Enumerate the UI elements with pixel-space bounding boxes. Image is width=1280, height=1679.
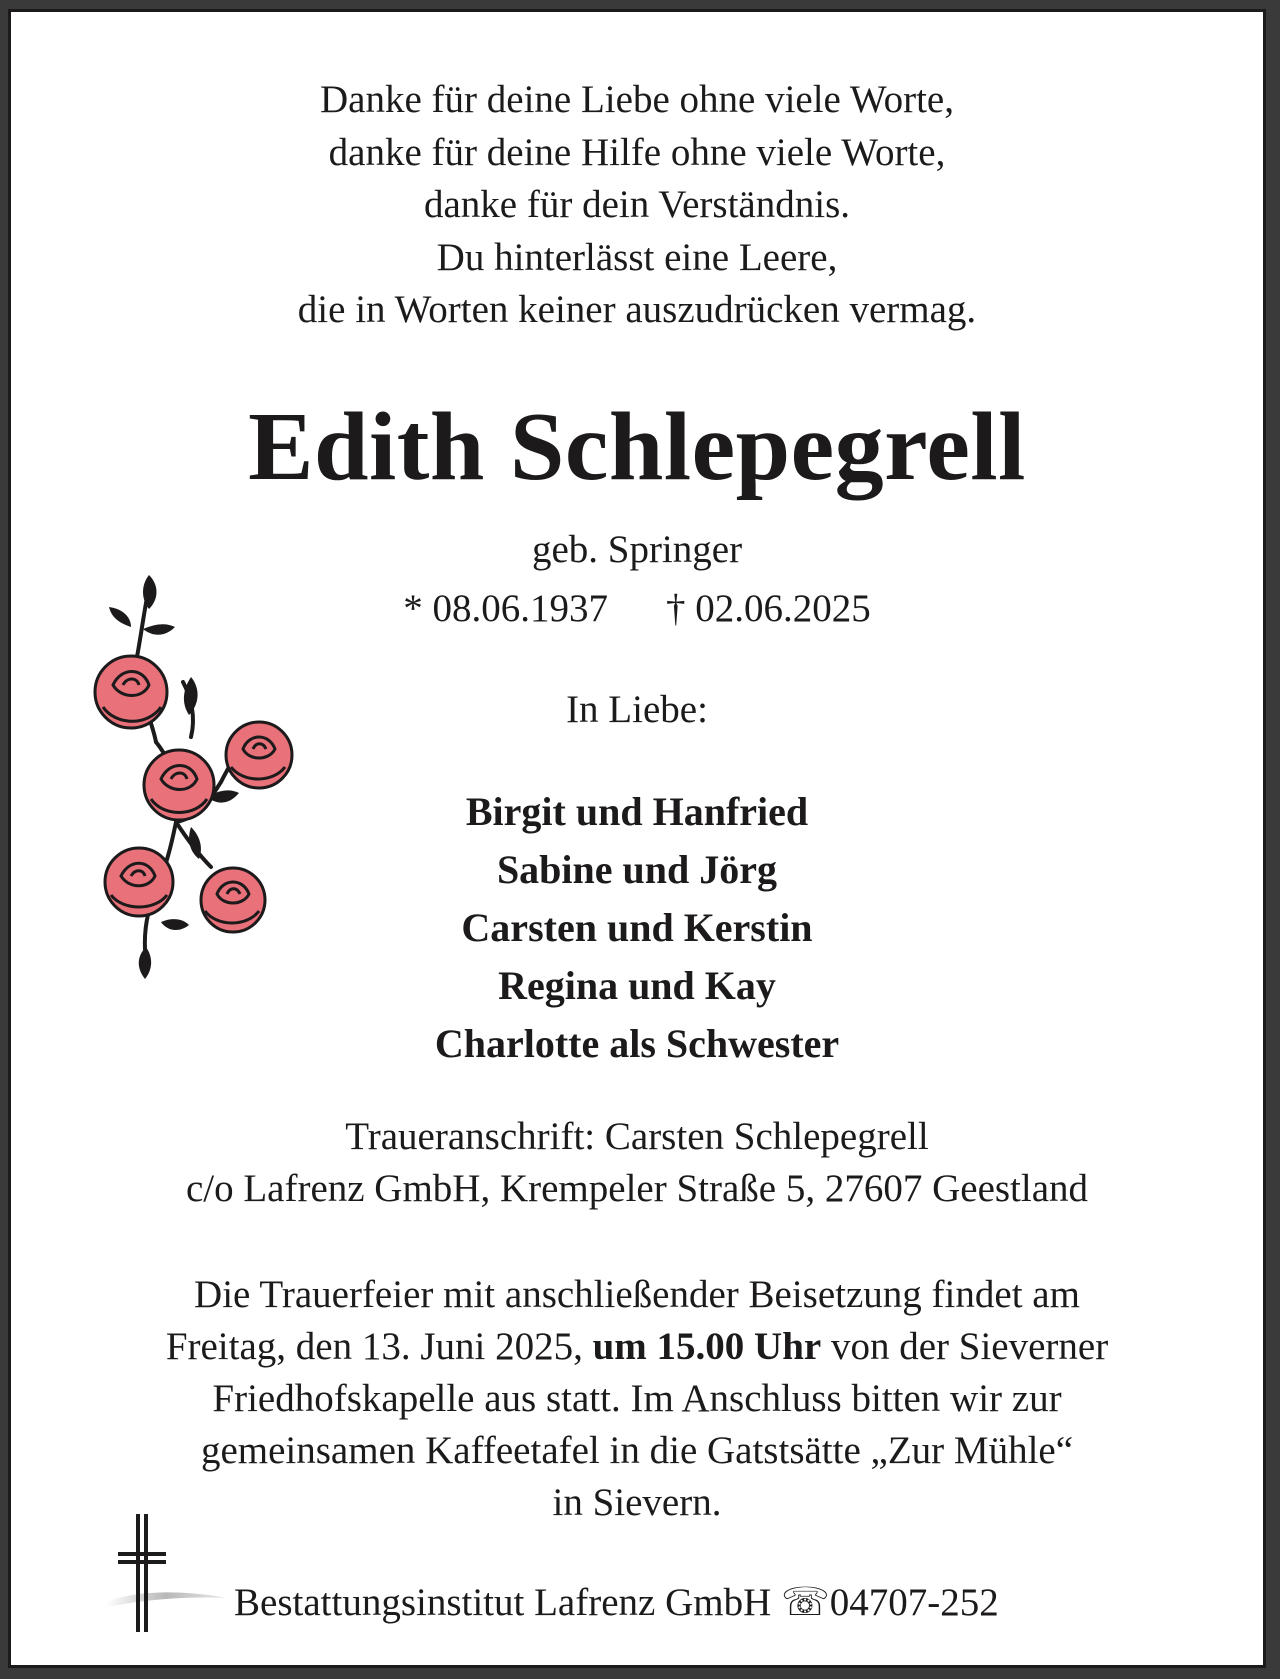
mourning-address	[11, 1111, 1263, 1215]
ceremony-line: Friedhofskapelle aus statt. Im Anschluss bitten wir zur	[212, 1377, 1062, 1420]
mourner-name: Birgit und Hanfried	[465, 789, 809, 834]
mourners-list	[11, 783, 1263, 1073]
birth-date: * 08.06.1937	[403, 587, 608, 630]
ceremony-line: in Sievern.	[552, 1481, 722, 1524]
poem-line: Danke für deine Liebe ohne viele Worte,	[320, 78, 954, 121]
funeral-home-phone: 04707-252	[829, 1581, 999, 1624]
poem-line: Du hinterlässt eine Leere,	[436, 235, 838, 279]
death-date: † 02.06.2025	[666, 587, 871, 630]
funeral-home-name: Bestattungsinstitut Lafrenz GmbH	[234, 1581, 772, 1624]
ceremony-info	[11, 1269, 1263, 1529]
poem-line: die in Worten keiner auszudrücken vermag.	[297, 288, 977, 331]
ceremony-line: Die Trauerfeier mit anschließender Beisetzung findet am	[194, 1273, 1080, 1316]
deceased-name: Edith Schlepegrell	[248, 393, 1026, 501]
mourner-name: Sabine und Jörg	[496, 847, 778, 892]
obituary-notice	[8, 9, 1266, 1668]
ceremony-line	[11, 1321, 1263, 1373]
funeral-home	[234, 1579, 999, 1627]
mourner-name: Carsten und Kerstin	[461, 905, 813, 950]
mourners-intro: In Liebe:	[566, 688, 708, 731]
maiden-name: geb. Springer	[531, 528, 743, 571]
ceremony-date: Freitag, den 13. Juni 2025,	[165, 1325, 593, 1368]
mourner-name: Charlotte als Schwester	[434, 1021, 840, 1066]
ceremony-line: gemeinsamen Kaffeetafel in die Gatstsätte „Zur Mühle“	[200, 1429, 1074, 1472]
ceremony-place: von der Sieverner	[821, 1325, 1109, 1368]
address-line: Traueranschrift: Carsten Schlepegrell	[345, 1115, 929, 1158]
poem	[11, 74, 1263, 337]
address-line: c/o Lafrenz GmbH, Krempeler Straße 5, 27607 Geestland	[185, 1167, 1089, 1210]
cross-icon	[106, 1512, 226, 1637]
poem-line: danke für dein Verständnis.	[423, 183, 850, 226]
telephone-icon: ☏	[781, 1581, 830, 1624]
mourner-name: Regina und Kay	[498, 963, 776, 1008]
poem-line: danke für deine Hilfe ohne viele Worte,	[328, 130, 946, 174]
ceremony-time: um 15.00 Uhr	[592, 1325, 822, 1368]
